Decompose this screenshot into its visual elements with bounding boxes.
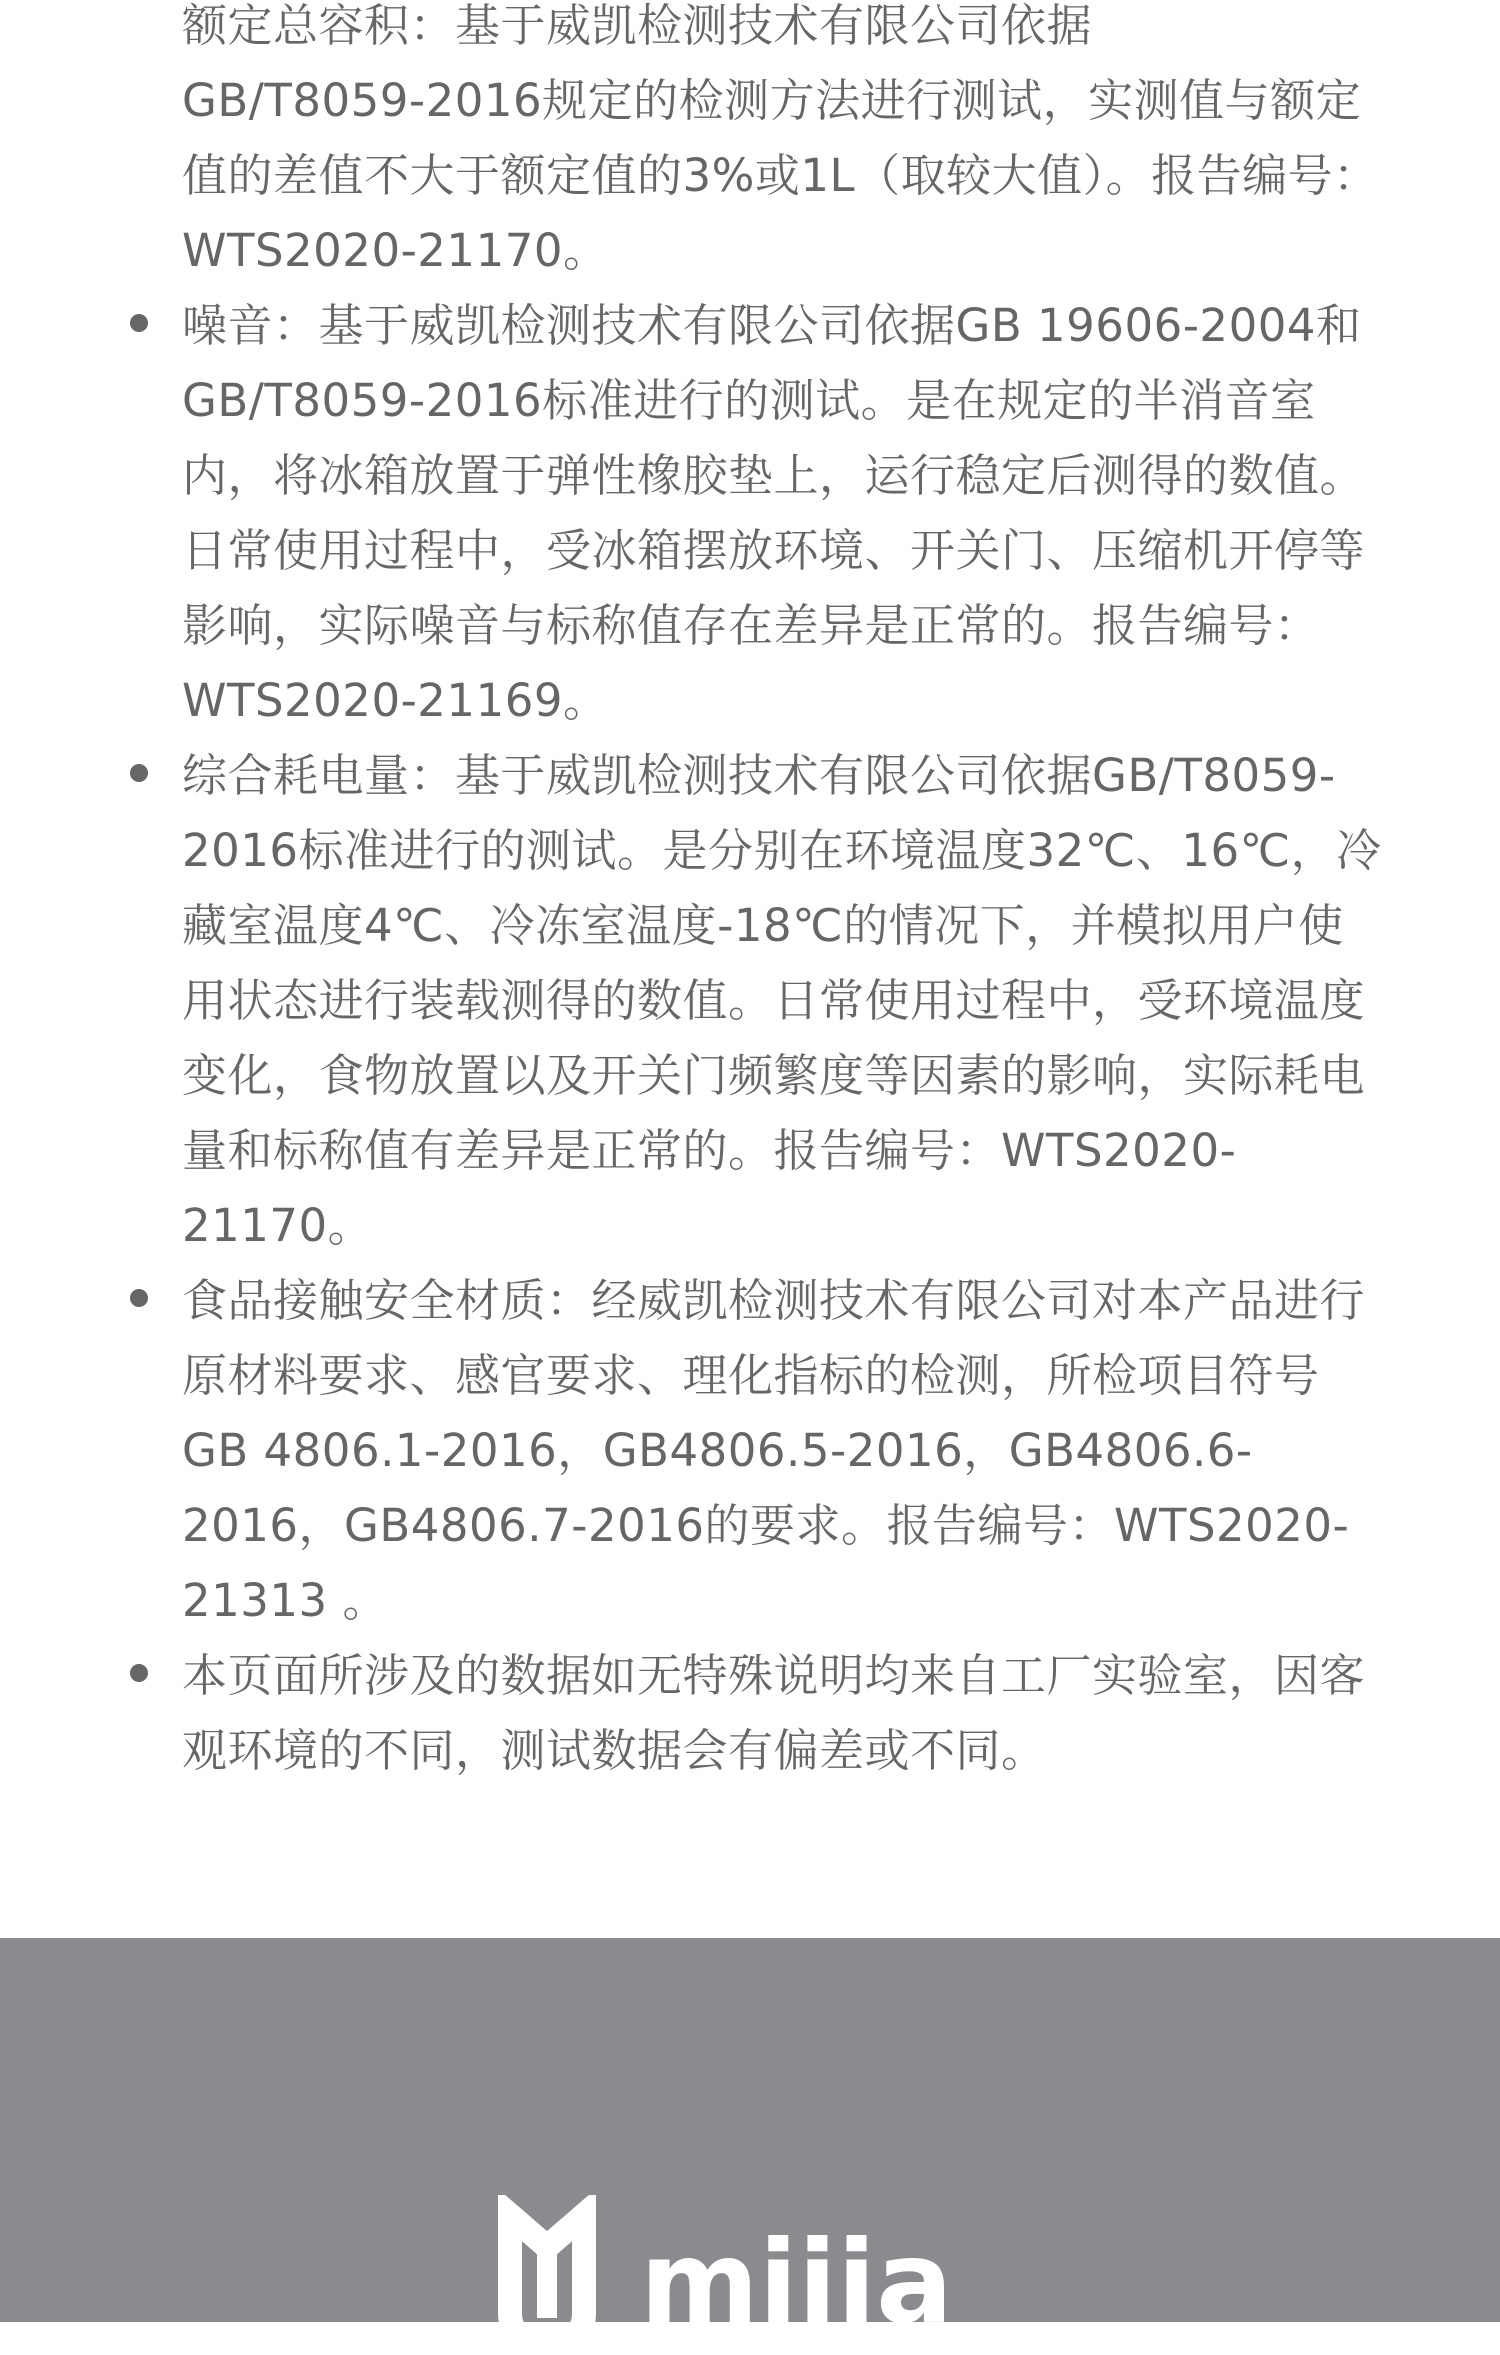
- food-contact-material-note-text: 食品接触安全材质：经威凯检测技术有限公司对本产品进行原材料要求、感官要求、理化指标的检测，所检项目符号GB 4806.1-2016，GB4806.5-2016，GB4806.6-2016，GB4806.7-2016的要求。报告编号：WTS2020-21313 。: [182, 1274, 1366, 1627]
- bullet-dot-icon: [130, 314, 148, 332]
- bullet-dot-icon: [130, 1289, 148, 1307]
- food-contact-material-note: [0, 1263, 1382, 1638]
- capacity-note-text: GB/T8059-2016规定的检测方法进行测试，实测值与额定值的差值不大于额定值的3%或1L（取较大值）。报告编号：WTS2020-21170。: [182, 74, 1379, 277]
- capacity-note-continuation: [0, 0, 1382, 288]
- data-source-note-text: 本页面所涉及的数据如无特殊说明均来自工厂实验室，因客观环境的不同，测试数据会有偏差或不同。: [182, 1649, 1366, 1777]
- bullet-dot-icon: [130, 764, 148, 782]
- capacity-note-partial-line: 额定总容积：基于威凯检测技术有限公司依据: [182, 0, 1093, 52]
- bullet-dot-icon: [130, 1664, 148, 1682]
- power-consumption-note: [0, 738, 1382, 1263]
- noise-note-text: 噪音：基于威凯检测技术有限公司依据GB 19606-2004和GB/T8059-2016标准进行的测试。是在规定的半消音室内，将冰箱放置于弹性橡胶垫上，运行稳定后测得的数值。日常使用过程中，受冰箱摆放环境、开关门、压缩机开停等影响，实际噪音与标称值存在差异是正常的。报告编号：WTS2020-21169。: [182, 299, 1366, 727]
- noise-note: [0, 288, 1382, 738]
- power-consumption-note-text: 综合耗电量：基于威凯检测技术有限公司依据GB/T8059-2016标准进行的测试。是分别在环境温度32℃、16℃，冷藏室温度4℃、冷冻室温度-18℃的情况下，并模拟用户使用状态进行装载测得的数值。日常使用过程中，受环境温度变化，食物放置以及开关门频繁度等因素的影响，实际耗电量和标称值有差异是正常的。报告编号：WTS2020-21170。: [182, 749, 1382, 1252]
- mijia-logo-text: mijia: [640, 2216, 953, 2349]
- data-source-note: [0, 1638, 1382, 1788]
- mijia-logo: [492, 2195, 1012, 2355]
